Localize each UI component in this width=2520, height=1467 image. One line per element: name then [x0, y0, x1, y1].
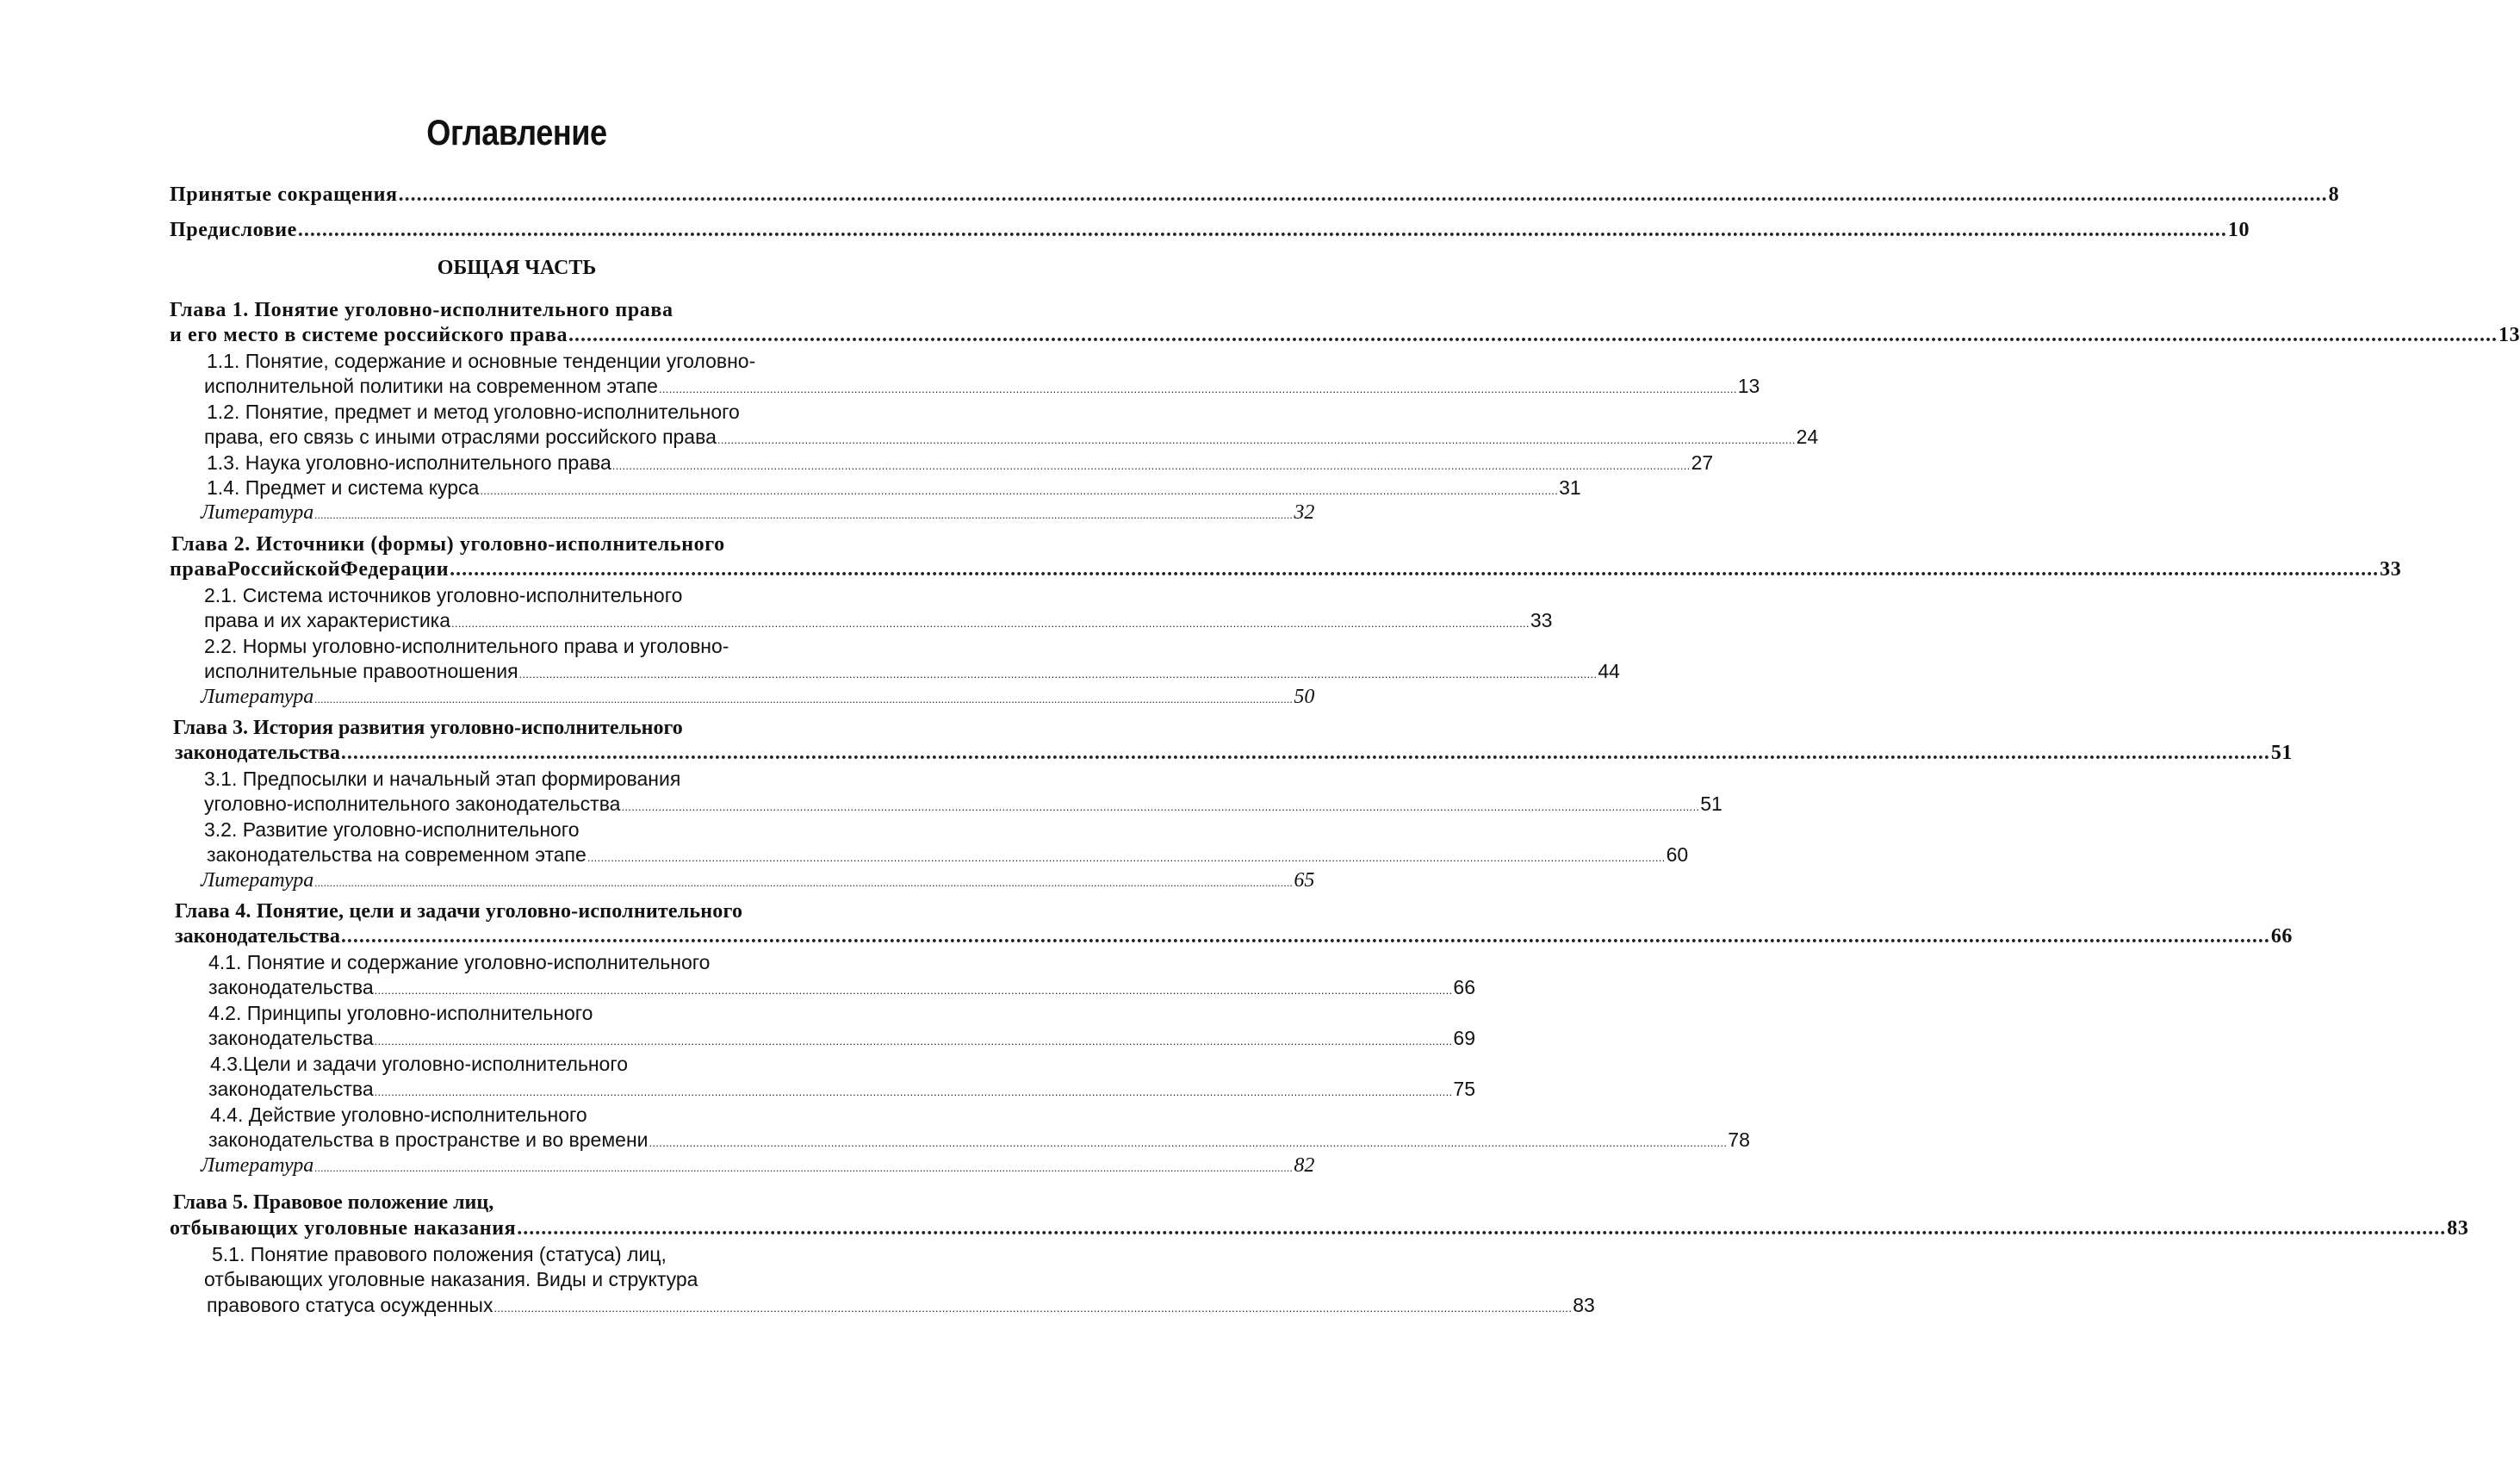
section-title-line: 4.4. Действие уголовно-исполнительного — [210, 1103, 587, 1126]
toc-entry-page: 31 — [1559, 476, 1581, 499]
toc-entry-page: 10 — [2227, 219, 2250, 241]
leader-dots: ................................................................................................................................................................................................................................................................................................................................ — [587, 851, 1666, 864]
toc-entry-text: законодательства в пространстве и во времени — [208, 1128, 649, 1151]
leader-dots: ................................................................................................................................................................................................................................................................................................................................ — [314, 693, 1294, 706]
literature-entry — [201, 500, 1315, 525]
section-entry — [208, 1127, 1750, 1153]
toc-entry-text: законодательства — [208, 1027, 374, 1049]
toc-entry-text: уголовно-исполнительного законодательства — [204, 793, 621, 815]
toc-entry-page: 44 — [1598, 660, 1620, 682]
leader-dots: ................................................................................................................................................................................................................................................................................................................................ — [658, 382, 1737, 395]
section-title-line: 5.1. Понятие правового положения (статуса) лиц, — [212, 1243, 667, 1265]
toc-entry-text: права и их характеристика — [204, 609, 451, 631]
chapter-entry — [170, 556, 2402, 582]
toc-entry-word: Российской — [227, 558, 341, 581]
section-title-line: 4.2. Принципы уголовно-исполнительного — [208, 1002, 593, 1024]
part-heading: ОБЩАЯ ЧАСТЬ — [437, 257, 597, 279]
toc-entry-page: 13 — [1737, 375, 1760, 397]
toc-entry-text: законодательства — [208, 1078, 374, 1100]
toc-entry-text: Литература — [201, 686, 314, 708]
section-title-line: 1.2. Понятие, предмет и метод уголовно-исполнительного — [207, 401, 740, 423]
toc-entry-text: исполнительной политики на современном этапе — [204, 375, 658, 397]
toc-entry-text: Литература — [201, 1154, 314, 1177]
section-entry — [207, 1292, 1595, 1318]
justified-text — [170, 556, 449, 582]
chapter-entry — [175, 923, 2293, 949]
toc-entry-page: 66 — [2270, 925, 2293, 948]
leader-dots: ................................................................................................................................................................................................................................................................................................................................ — [450, 558, 2380, 581]
section-entry — [204, 424, 1819, 450]
leader-dots: ................................................................................................................................................................................................................................................................................................................................ — [374, 984, 1453, 997]
toc-entry-page: 78 — [1728, 1128, 1750, 1151]
leader-dots: ................................................................................................................................................................................................................................................................................................................................ — [374, 1085, 1453, 1098]
toc-entry-page: 83 — [2447, 1217, 2469, 1240]
leader-dots: ................................................................................................................................................................................................................................................................................................................................ — [314, 508, 1294, 521]
toc-entry-page: 82 — [1294, 1154, 1315, 1177]
toc-entry-text: и его место в системе российского права — [170, 324, 568, 346]
section-entry — [204, 607, 1553, 633]
toc-entry-text: Литература — [201, 869, 314, 892]
leader-dots: ................................................................................................................................................................................................................................................................................................................................ — [621, 800, 1700, 813]
toc-entry-text: законодательства — [175, 925, 340, 948]
toc-entry-text: права, его связь с иными отраслями российского права — [204, 426, 717, 448]
toc-entry-page: 83 — [1573, 1294, 1595, 1316]
toc-entry-text: законодательства — [208, 976, 374, 998]
toc-entry-abbreviations — [170, 182, 2340, 208]
section-title-line: 2.2. Нормы уголовно-исполнительного права и уголовно- — [204, 635, 729, 657]
leader-dots: ................................................................................................................................................................................................................................................................................................................................ — [568, 324, 2498, 346]
leader-dots: ................................................................................................................................................................................................................................................................................................................................ — [717, 433, 1796, 446]
toc-entry-page: 75 — [1453, 1078, 1476, 1100]
toc-entry-page: 50 — [1294, 686, 1315, 708]
literature-entry — [201, 684, 1315, 710]
toc-entry-preface — [170, 217, 2250, 243]
leader-dots: ................................................................................................................................................................................................................................................................................................................................ — [611, 459, 1691, 472]
toc-entry-page: 33 — [1530, 609, 1553, 631]
leader-dots: ................................................................................................................................................................................................................................................................................................................................ — [649, 1136, 1728, 1149]
section-entry — [208, 1025, 1476, 1051]
toc-entry-word: Федерации — [340, 558, 450, 581]
toc-entry-page: 33 — [2380, 558, 2402, 581]
chapter-entry — [170, 1215, 2469, 1241]
leader-dots: ................................................................................................................................................................................................................................................................................................................................ — [451, 617, 1530, 630]
toc-entry-text: законодательства на современном этапе — [207, 843, 587, 866]
toc-entry-page: 65 — [1294, 869, 1315, 892]
section-title-line: 3.2. Развитие уголовно-исполнительного — [204, 818, 580, 841]
section-entry — [208, 1076, 1476, 1102]
section-entry — [207, 450, 1714, 476]
leader-dots: ................................................................................................................................................................................................................................................................................................................................ — [314, 1161, 1294, 1174]
section-title-line: отбывающих уголовные наказания. Виды и структура — [204, 1268, 698, 1290]
chapter-title-line: Глава 2. Источники (формы) уголовно-исполнительного — [171, 533, 725, 556]
section-title-line: 4.3.Цели и задачи уголовно-исполнительного — [210, 1053, 629, 1075]
toc-entry-page: 24 — [1796, 426, 1819, 448]
toc-entry-page: 27 — [1691, 451, 1714, 474]
leader-dots: ................................................................................................................................................................................................................................................................................................................................ — [398, 183, 2328, 206]
toc-entry-text: Принятые сокращения — [170, 183, 398, 206]
section-entry — [207, 842, 1689, 867]
section-title-line: 4.1. Понятие и содержание уголовно-исполнительного — [208, 951, 711, 973]
page-title: Оглавление — [426, 112, 607, 152]
leader-dots: ................................................................................................................................................................................................................................................................................................................................ — [340, 742, 2270, 764]
section-entry — [208, 974, 1476, 1000]
toc-entry-page: 60 — [1666, 843, 1689, 866]
leader-dots: ................................................................................................................................................................................................................................................................................................................................ — [297, 219, 2227, 241]
section-title-line: 2.1. Система источников уголовно-исполнительного — [204, 584, 683, 606]
chapter-title-line: Глава 1. Понятие уголовно-исполнительного права — [170, 299, 673, 321]
toc-entry-text: 1.3. Наука уголовно-исполнительного права — [207, 451, 611, 474]
leader-dots: ................................................................................................................................................................................................................................................................................................................................ — [518, 668, 1598, 681]
toc-entry-text: отбывающих уголовные наказания — [170, 1217, 517, 1240]
toc-entry-page: 13 — [2498, 324, 2520, 346]
section-title-line: 1.1. Понятие, содержание и основные тенденции уголовно- — [207, 350, 756, 372]
chapter-title-line: Глава 4. Понятие, цели и задачи уголовно-исполнительного — [175, 900, 743, 923]
section-entry — [204, 791, 1722, 817]
section-entry — [204, 658, 1620, 684]
leader-dots: ................................................................................................................................................................................................................................................................................................................................ — [340, 925, 2270, 948]
toc-entry-text: Литература — [201, 501, 314, 524]
toc-entry-page: 51 — [2270, 742, 2293, 764]
literature-entry — [201, 867, 1315, 893]
leader-dots: ................................................................................................................................................................................................................................................................................................................................ — [374, 1035, 1453, 1047]
toc-entry-text: Предисловие — [170, 219, 297, 241]
chapter-entry — [175, 740, 2293, 766]
section-title-line: 3.1. Предпосылки и начальный этап формирования — [204, 768, 681, 790]
toc-entry-text: исполнительные правоотношения — [204, 660, 518, 682]
toc-entry-text: правового статуса осужденных — [207, 1294, 493, 1316]
leader-dots: ................................................................................................................................................................................................................................................................................................................................ — [314, 876, 1294, 889]
toc-entry-text: 1.4. Предмет и система курса — [207, 476, 480, 499]
toc-entry-word: права — [170, 558, 228, 581]
chapter-title-line: Глава 3. История развития уголовно-исполнительного — [173, 717, 683, 739]
section-entry — [204, 373, 1760, 399]
literature-entry — [201, 1153, 1315, 1178]
toc-entry-page: 66 — [1453, 976, 1476, 998]
leader-dots: ................................................................................................................................................................................................................................................................................................................................ — [517, 1217, 2447, 1240]
toc-entry-text: законодательства — [175, 742, 340, 764]
toc-entry-page: 69 — [1453, 1027, 1476, 1049]
section-entry — [207, 475, 1581, 500]
leader-dots: ................................................................................................................................................................................................................................................................................................................................ — [493, 1302, 1573, 1315]
toc-entry-page: 51 — [1700, 793, 1722, 815]
toc-entry-page: 8 — [2328, 183, 2340, 206]
chapter-title-line: Глава 5. Правовое положение лиц, — [173, 1191, 494, 1214]
chapter-entry — [170, 322, 2520, 348]
toc-entry-page: 32 — [1294, 501, 1315, 524]
leader-dots: ................................................................................................................................................................................................................................................................................................................................ — [480, 484, 1559, 497]
